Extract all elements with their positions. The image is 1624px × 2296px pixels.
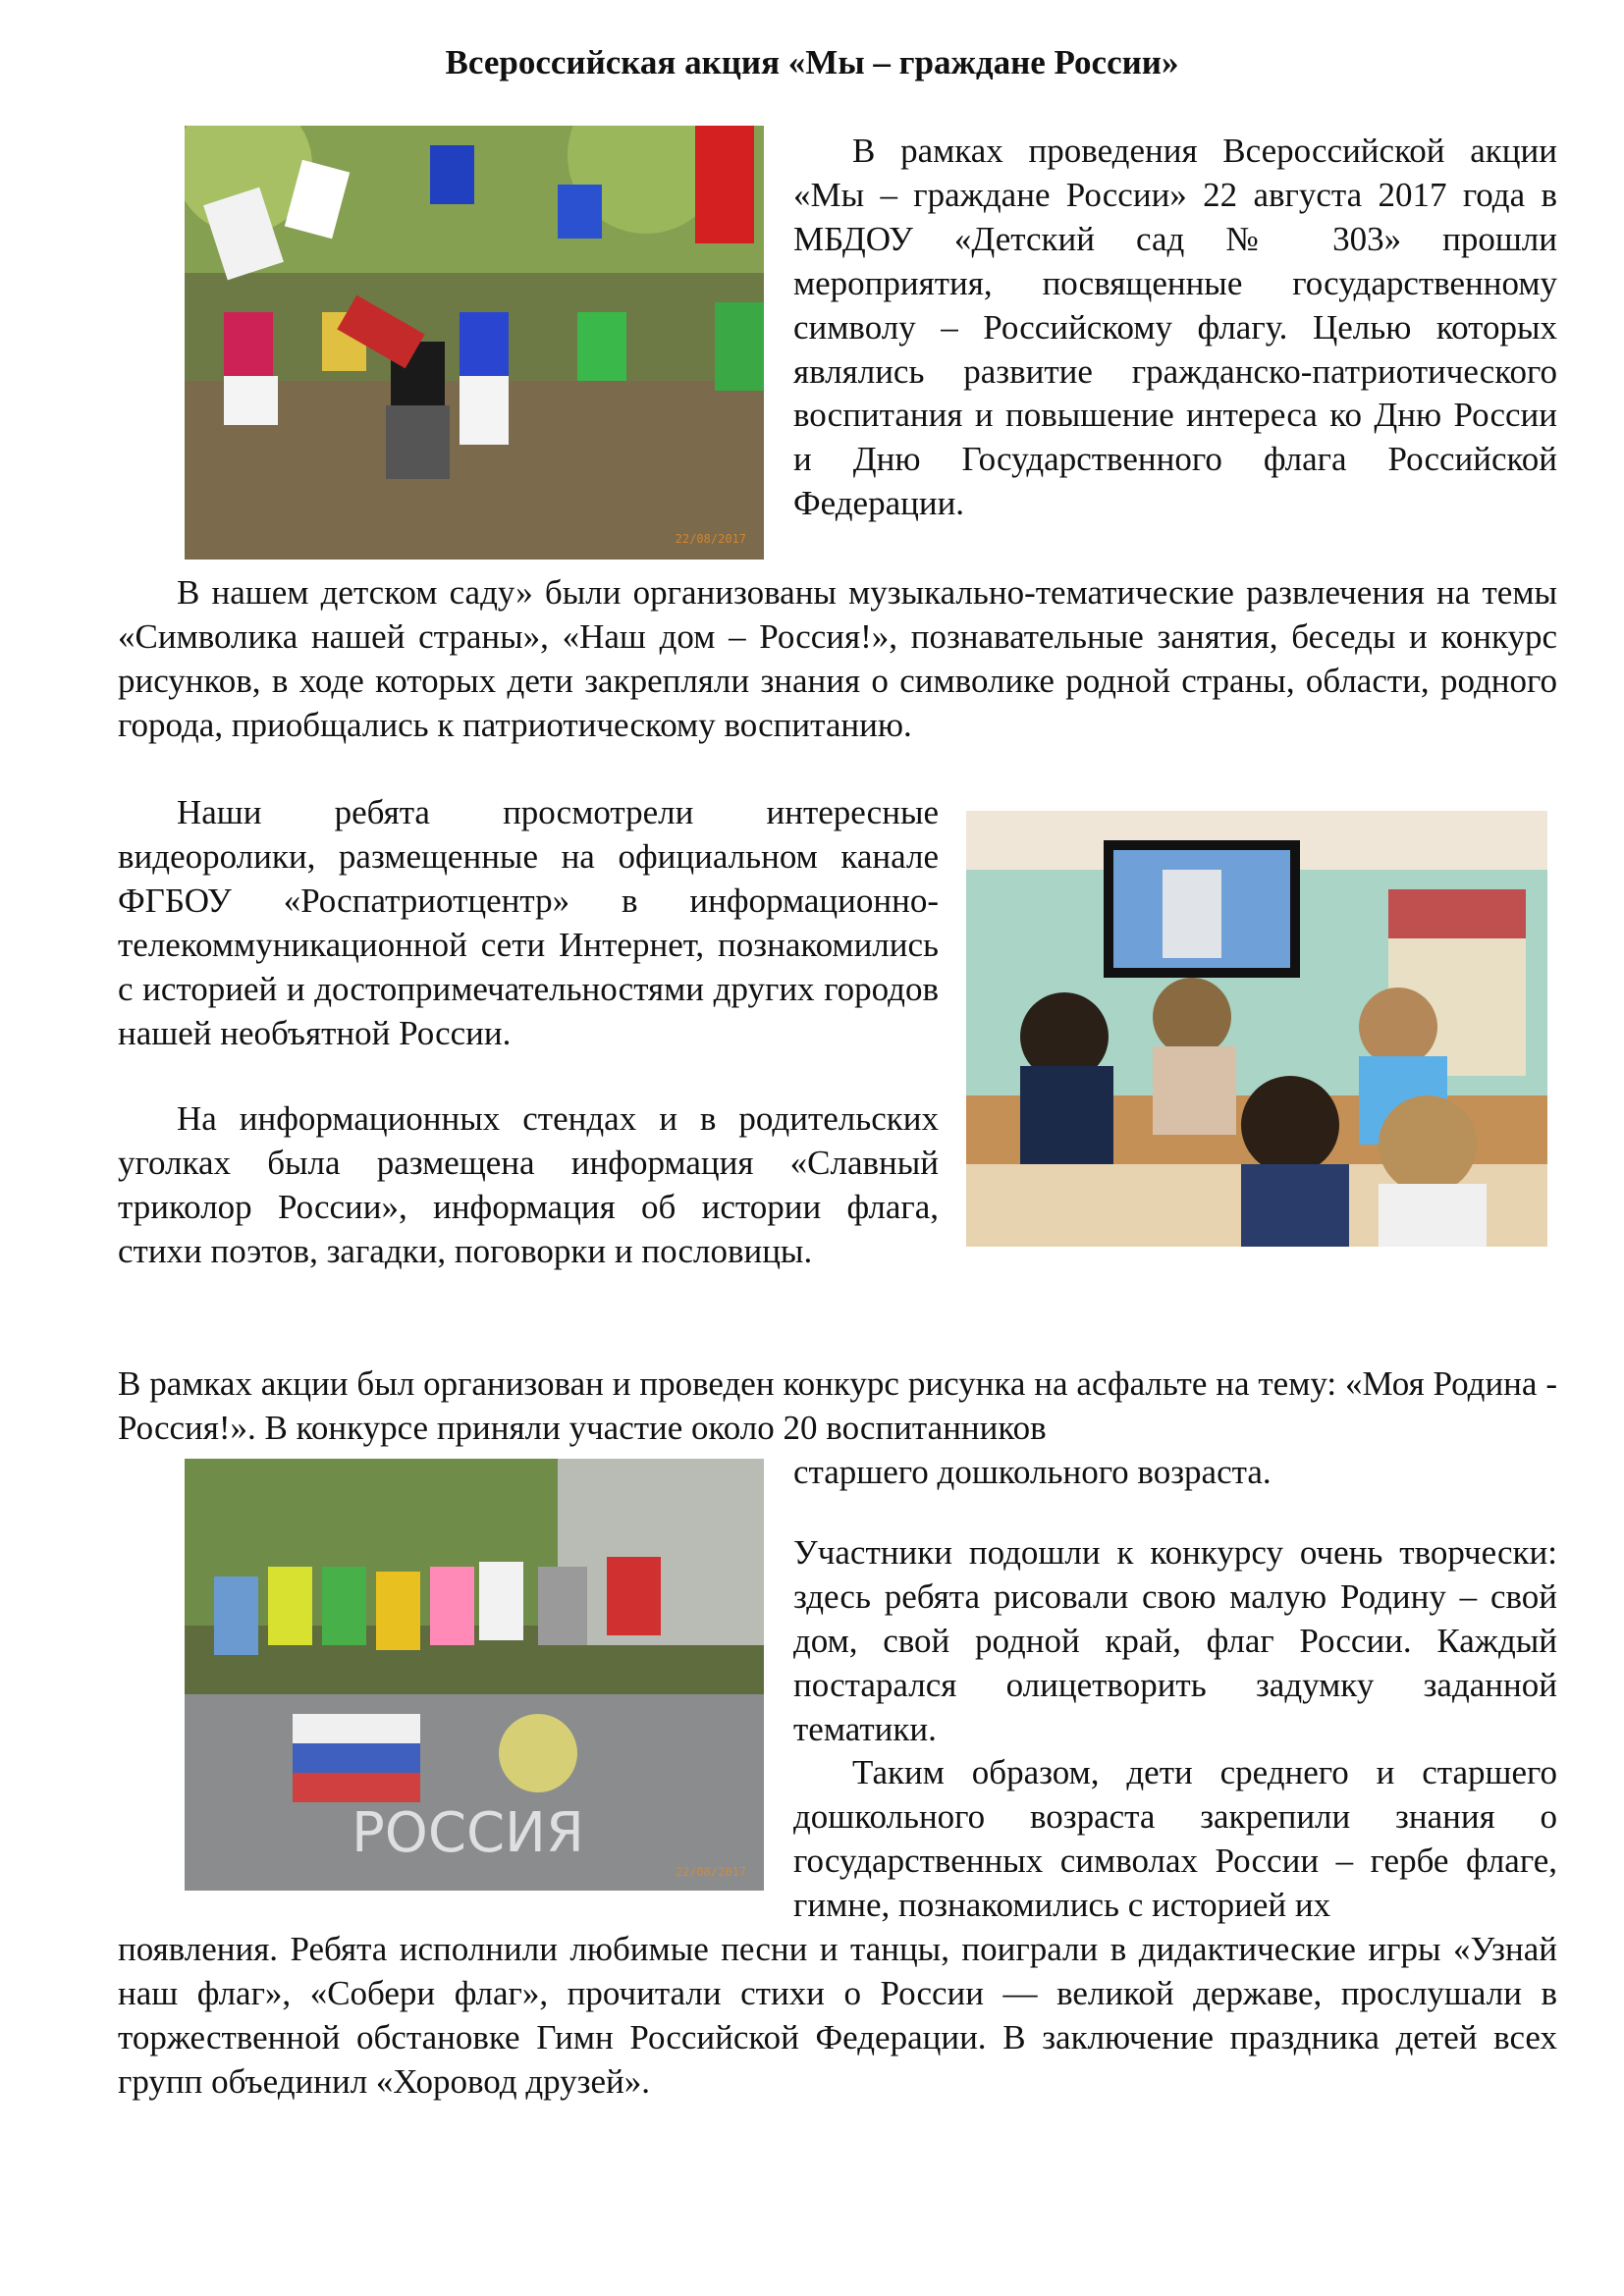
photo-date-stamp-3: 22/08/2017	[675, 1865, 746, 1879]
photo-children-with-flags	[185, 126, 764, 560]
paragraph-4: На информационных стендах и в родительских уголках была размещена информация «Славный триколор России», информация об истории флага, стихи поэтов, загадки, поговорки и пословицы.	[118, 1099, 939, 1270]
paragraph-2: В нашем детском саду» были организованы музыкально-тематические развлечения на темы «Символика нашей страны», «Наш дом – Россия!», познавательные занятия, беседы и конкурс рисунков, в ходе которых дети закрепляли знания о символике родной страны, области, родного города, приобщались к патриотическому воспитанию.	[118, 573, 1557, 744]
paragraph-5: В рамках акции был организован и проведен конкурс рисунка на асфальте на тему: «Моя Родина - Россия!». В конкурсе приняли участие около 20 воспитанников	[118, 1364, 1557, 1447]
paragraph-1: В рамках проведения Всероссийской акции «Мы – граждане России» 22 августа 2017 года в МБДОУ «Детский сад № 303» прошли мероприятия, посвященные государственному символу – Российскому флагу. Целью которых являлись развитие гражданско-патриотического воспитания и повышение интереса ко Дню России и Дню Государственного флага Российской Федерации.	[793, 132, 1557, 523]
paragraph-6: Участники подошли к конкурсу очень творчески: здесь ребята рисовали свою малую Родину – свой дом, свой родной край, флаг России. Каждый постарался олицетворить задумку заданной тематики.	[793, 1533, 1557, 1748]
photo-asphalt-drawing	[185, 1459, 764, 1891]
paragraph-7: Таким образом, дети среднего и старшего дошкольного возраста закрепили знания о государственных символах России – гербе флаге, гимне, познакомились с историей их	[793, 1753, 1557, 1924]
paragraph-5-end: старшего дошкольного возраста.	[793, 1453, 1272, 1491]
page-title: Всероссийская акция «Мы – граждане России»	[445, 43, 1179, 81]
paragraph-3: Наши ребята просмотрели интересные видеоролики, размещенные на официальном канале ФГБОУ «Роспатриотцентр» в информационно-телекоммуникационной сети Интернет, познакомились с историей и достопримечательностями других городов нашей необъятной России.	[118, 793, 939, 1052]
photo-children-watching-screen	[966, 811, 1547, 1247]
paragraph-7-end: появления. Ребята исполнили любимые песни и танцы, поиграли в дидактические игры «Узнай наш флаг», «Собери флаг», прочитали стихи о России — великой державе, прослушали в торжественной обстановке Гимн Российской Федерации. В заключение праздника детей всех групп объединил «Хоровод друзей».	[118, 1930, 1557, 2101]
photo-date-stamp: 22/08/2017	[675, 532, 746, 546]
chalk-drawing-text: РОССИЯ	[352, 1801, 584, 1865]
